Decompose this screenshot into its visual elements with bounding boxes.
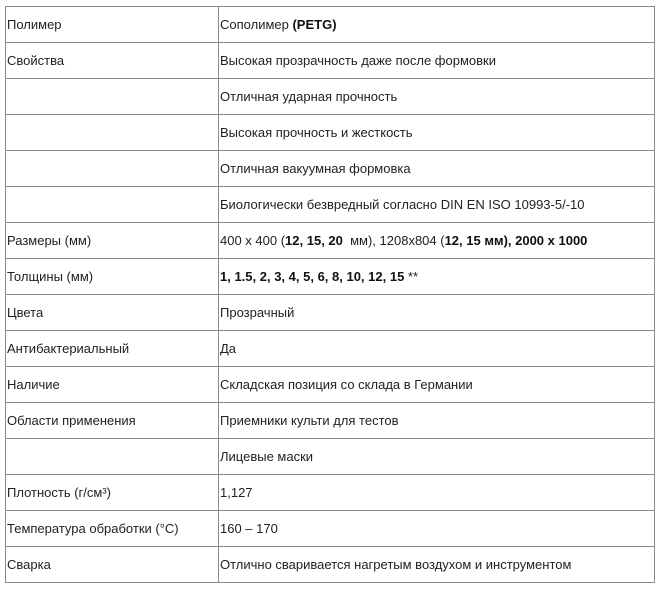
property-name-cell: Толщины (мм) xyxy=(6,259,219,295)
property-name-cell: Полимер xyxy=(6,7,219,43)
table-row xyxy=(6,439,655,475)
value-text: мм), 1208x804 ( xyxy=(342,232,445,248)
property-name-cell xyxy=(6,115,219,151)
spec-table-body xyxy=(6,7,655,583)
table-row xyxy=(6,223,655,259)
table-row xyxy=(6,259,655,295)
value-text: Да xyxy=(220,340,237,356)
property-value-cell xyxy=(219,403,655,439)
property-name-cell: Свойства xyxy=(6,43,219,79)
value-text: Прозрачный xyxy=(220,304,295,320)
property-name-cell: Антибактериальный xyxy=(6,331,219,367)
table-row xyxy=(6,331,655,367)
table-row xyxy=(6,187,655,223)
table-row xyxy=(6,295,655,331)
property-name-cell: Размеры (мм) xyxy=(6,223,219,259)
property-value-cell xyxy=(219,439,655,475)
property-value-cell xyxy=(219,547,655,583)
property-value-cell xyxy=(219,223,655,259)
property-name-cell: Наличие xyxy=(6,367,219,403)
bold-value-text: 12, 15, 20 xyxy=(285,232,343,248)
property-name-cell: Сварка xyxy=(6,547,219,583)
property-name-cell xyxy=(6,151,219,187)
table-row xyxy=(6,475,655,511)
value-text: Приемники культи для тестов xyxy=(220,412,399,428)
value-text: Отличная вакуумная формовка xyxy=(220,160,411,176)
table-row xyxy=(6,43,655,79)
value-text: Складская позиция со склада в Германии xyxy=(220,376,473,392)
value-text: Сополимер xyxy=(220,16,293,32)
property-value-cell xyxy=(219,331,655,367)
property-value-cell xyxy=(219,367,655,403)
table-row xyxy=(6,79,655,115)
property-value-cell xyxy=(219,259,655,295)
property-name-cell: Цвета xyxy=(6,295,219,331)
table-row xyxy=(6,511,655,547)
property-value-cell xyxy=(219,295,655,331)
table-row xyxy=(6,403,655,439)
property-name-cell xyxy=(6,439,219,475)
value-text: 160 – 170 xyxy=(220,520,278,536)
property-value-cell xyxy=(219,79,655,115)
value-text: ** xyxy=(404,268,419,284)
spec-table xyxy=(5,6,655,583)
property-name-cell xyxy=(6,187,219,223)
table-row xyxy=(6,115,655,151)
value-text: 1,127 xyxy=(220,484,253,500)
property-value-cell xyxy=(219,115,655,151)
property-value-cell xyxy=(219,7,655,43)
table-row xyxy=(6,7,655,43)
value-text: Высокая прозрачность даже после формовки xyxy=(220,52,496,68)
value-text: Высокая прочность и жесткость xyxy=(220,124,413,140)
property-value-cell xyxy=(219,43,655,79)
property-value-cell xyxy=(219,151,655,187)
value-text: Отличная ударная прочность xyxy=(220,88,398,104)
property-name-cell: Области применения xyxy=(6,403,219,439)
bold-value-text: (PETG) xyxy=(292,16,337,32)
table-row xyxy=(6,547,655,583)
property-value-cell xyxy=(219,475,655,511)
property-name-cell xyxy=(6,79,219,115)
property-value-cell xyxy=(219,511,655,547)
value-text: Лицевые маски xyxy=(220,448,314,464)
value-text: Отлично сваривается нагретым воздухом и инструментом xyxy=(220,556,572,572)
property-value-cell xyxy=(219,187,655,223)
table-row xyxy=(6,151,655,187)
bold-value-text: 1, 1.5, 2, 3, 4, 5, 6, 8, 10, 12, 15 xyxy=(220,268,405,284)
property-name-cell: Плотность (г/см³) xyxy=(6,475,219,511)
bold-value-text: 12, 15 мм), 2000 x 1000 xyxy=(444,232,588,248)
property-name-cell: Температура обработки (°C) xyxy=(6,511,219,547)
table-row xyxy=(6,367,655,403)
value-text: Биологически безвредный согласно DIN EN ISO 10993-5/-10 xyxy=(220,196,585,212)
value-text: 400 x 400 ( xyxy=(220,232,286,248)
